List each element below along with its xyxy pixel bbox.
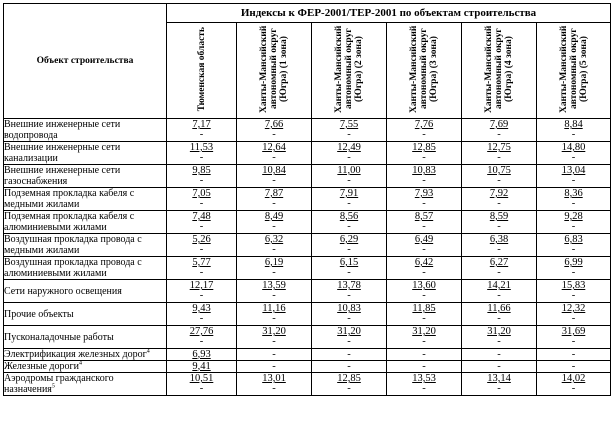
index-value-cell <box>462 211 537 234</box>
row-object-label: Подземная прокладка кабеля с медными жилами <box>4 188 135 210</box>
index-value-secondary: - <box>199 244 204 255</box>
column-header-label: Ханты-Мансийский автономный округ (Югра) (3 зона) <box>409 25 439 113</box>
row-object-name <box>4 257 167 280</box>
index-value-cell <box>312 303 387 326</box>
index-value-secondary: - <box>497 267 501 278</box>
index-value-cell <box>312 119 387 142</box>
index-value: 12,49 <box>337 142 361 153</box>
index-value-cell <box>237 142 312 165</box>
footnote-marker: 4 <box>78 360 82 367</box>
index-value-cell <box>167 211 237 234</box>
index-value: 8,36 <box>564 188 583 199</box>
index-value: - <box>272 348 276 360</box>
index-value-secondary: - <box>422 383 426 394</box>
index-value-cell <box>387 257 462 280</box>
column-header-label: Ханты-Мансийский автономный округ (Югра) (2 зона) <box>334 25 364 113</box>
index-value: 13,59 <box>262 280 286 291</box>
index-value: 5,77 <box>192 257 211 268</box>
index-value-secondary: - <box>571 221 576 232</box>
index-value-cell <box>387 326 462 349</box>
index-value-cell <box>167 303 237 326</box>
index-value: 7,55 <box>339 119 359 130</box>
index-value-secondary: - <box>199 336 204 347</box>
index-value: 6,32 <box>264 234 284 245</box>
index-value-secondary: - <box>272 221 276 232</box>
index-value-cell <box>167 280 237 303</box>
index-value-cell <box>237 373 312 396</box>
column-header-3 <box>312 23 387 119</box>
index-value: 6,38 <box>489 234 509 245</box>
index-value: 31,20 <box>487 326 511 337</box>
footnote-marker: 5 <box>51 383 55 390</box>
row-object-label: Внешние инженерные сети газоснабжения <box>4 165 121 187</box>
index-value-secondary: - <box>199 129 204 140</box>
index-value: 9,28 <box>564 211 583 222</box>
index-value-secondary: - <box>272 383 276 394</box>
index-value-secondary: - <box>199 152 204 163</box>
index-value: 13,78 <box>337 280 361 291</box>
row-object-label: Железные дороги <box>4 361 79 372</box>
index-value-secondary: - <box>422 267 426 278</box>
index-value-secondary: - <box>347 175 351 186</box>
index-value: 5,26 <box>192 234 211 245</box>
index-value-secondary: - <box>347 267 351 278</box>
index-value-secondary: - <box>422 290 426 301</box>
index-value: 8,59 <box>489 211 509 222</box>
table-row <box>4 361 611 373</box>
index-value-cell <box>537 280 611 303</box>
index-value-cell <box>167 142 237 165</box>
row-object-name <box>4 349 167 361</box>
index-value: - <box>422 360 426 372</box>
index-value: - <box>272 360 276 372</box>
row-object-name <box>4 188 167 211</box>
index-value: 11,66 <box>487 303 511 314</box>
row-object-label: Воздушная прокладка провода с медными жилами <box>4 234 142 256</box>
row-object-label: Внешние инженерные сети водопровода <box>4 119 121 141</box>
index-value: 6,29 <box>339 234 359 245</box>
index-value: 13,60 <box>412 280 436 291</box>
index-table <box>3 3 611 396</box>
index-value-secondary: - <box>422 336 426 347</box>
row-object-name <box>4 373 167 396</box>
table-row <box>4 119 611 142</box>
row-object-name <box>4 119 167 142</box>
index-value-cell <box>237 188 312 211</box>
index-value: 6,42 <box>414 257 434 268</box>
index-value-cell <box>387 361 462 373</box>
index-value-secondary: - <box>199 290 204 301</box>
index-value-cell <box>312 326 387 349</box>
index-value-cell <box>237 165 312 188</box>
column-header-6 <box>537 23 611 119</box>
index-value-cell <box>462 188 537 211</box>
index-value: 10,84 <box>262 165 286 176</box>
index-value: 6,83 <box>564 234 583 245</box>
index-value: - <box>347 360 351 372</box>
index-value-cell <box>387 373 462 396</box>
index-value: 31,20 <box>337 326 361 337</box>
index-value-cell <box>537 165 611 188</box>
index-value-secondary: - <box>199 267 204 278</box>
index-value-secondary: - <box>497 383 501 394</box>
row-object-name <box>4 361 167 373</box>
index-value-secondary: - <box>199 175 204 186</box>
index-value-cell <box>167 165 237 188</box>
index-value: 12,64 <box>262 142 286 153</box>
index-value: 9,41 <box>192 360 211 372</box>
index-value-secondary: - <box>571 175 576 186</box>
index-value-cell <box>462 142 537 165</box>
index-value-cell <box>167 188 237 211</box>
index-value: 13,53 <box>412 373 436 384</box>
index-value: - <box>497 348 501 360</box>
index-value-cell <box>237 280 312 303</box>
index-value: 12,17 <box>189 280 214 291</box>
index-value-secondary: - <box>272 244 276 255</box>
index-value-secondary: - <box>347 244 351 255</box>
index-value-secondary: - <box>497 313 501 324</box>
index-value-cell <box>462 361 537 373</box>
index-value: 13,01 <box>262 373 286 384</box>
index-value-secondary: - <box>422 175 426 186</box>
index-value: 10,83 <box>412 165 436 176</box>
index-value-secondary: - <box>571 152 576 163</box>
index-value: 9,43 <box>192 303 211 314</box>
index-value: 31,20 <box>412 326 436 337</box>
table-row <box>4 349 611 361</box>
index-value-cell <box>167 257 237 280</box>
index-value: 12,75 <box>487 142 511 153</box>
index-value-secondary: - <box>272 175 276 186</box>
index-value-secondary: - <box>571 383 576 394</box>
index-value: 8,56 <box>339 211 359 222</box>
index-value: 7,69 <box>489 119 509 130</box>
index-value: 6,27 <box>489 257 509 268</box>
index-value-cell <box>462 326 537 349</box>
index-value-cell <box>312 142 387 165</box>
index-value: 11,00 <box>337 165 361 176</box>
index-value-cell <box>462 303 537 326</box>
row-object-name <box>4 280 167 303</box>
index-value-secondary: - <box>272 313 276 324</box>
index-value-cell <box>237 349 312 361</box>
index-value: 6,49 <box>414 234 434 245</box>
index-value-cell <box>237 234 312 257</box>
index-value-secondary: - <box>272 336 276 347</box>
index-value: 7,87 <box>264 188 284 199</box>
index-value: 10,83 <box>337 303 361 314</box>
index-table-container <box>3 3 611 396</box>
index-value-cell <box>167 119 237 142</box>
index-value-secondary: - <box>422 244 426 255</box>
index-value-cell <box>537 119 611 142</box>
index-value: 27,76 <box>189 326 214 337</box>
index-value-secondary: - <box>199 313 204 324</box>
index-value-cell <box>387 142 462 165</box>
index-value: 14,21 <box>487 280 511 291</box>
index-value: 6,93 <box>192 348 211 360</box>
row-object-label: Сети наружного освещения <box>4 285 122 297</box>
index-value-cell <box>312 361 387 373</box>
row-object-name <box>4 165 167 188</box>
index-value-cell <box>462 373 537 396</box>
index-value-cell <box>387 211 462 234</box>
index-value-secondary: - <box>347 152 351 163</box>
index-value-secondary: - <box>422 221 426 232</box>
row-object-label: Подземная прокладка кабеля с алюминиевыми жилами <box>4 211 135 233</box>
table-row <box>4 165 611 188</box>
index-value-cell <box>312 373 387 396</box>
table-body <box>4 119 611 396</box>
table-row <box>4 303 611 326</box>
index-value-cell <box>237 119 312 142</box>
index-value: 7,66 <box>264 119 284 130</box>
index-value-cell <box>537 142 611 165</box>
index-value-secondary: - <box>571 336 576 347</box>
index-value: 7,76 <box>414 119 434 130</box>
table-row <box>4 211 611 234</box>
index-value-secondary: - <box>497 129 501 140</box>
index-value-secondary: - <box>497 336 501 347</box>
table-row <box>4 373 611 396</box>
index-value-cell <box>167 234 237 257</box>
index-value-secondary: - <box>571 129 576 140</box>
table-row <box>4 142 611 165</box>
index-value-cell <box>312 165 387 188</box>
index-value-secondary: - <box>422 313 426 324</box>
index-value-cell <box>237 257 312 280</box>
index-value-cell <box>537 349 611 361</box>
index-value-cell <box>462 280 537 303</box>
index-value: 10,51 <box>189 373 214 384</box>
index-value-secondary: - <box>497 152 501 163</box>
index-value: - <box>571 348 576 360</box>
index-value-cell <box>167 373 237 396</box>
table-row <box>4 188 611 211</box>
table-row <box>4 326 611 349</box>
index-value-secondary: - <box>497 244 501 255</box>
index-value-cell <box>167 361 237 373</box>
index-value-secondary: - <box>272 129 276 140</box>
index-value-secondary: - <box>347 129 351 140</box>
index-value-secondary: - <box>347 383 351 394</box>
index-value-cell <box>237 303 312 326</box>
row-object-label: Пусконаладочные работы <box>4 331 114 343</box>
index-value-secondary: - <box>422 129 426 140</box>
index-value: 7,48 <box>192 211 211 222</box>
index-value: 8,84 <box>564 119 583 130</box>
column-header-1 <box>167 23 237 119</box>
index-value-cell <box>462 234 537 257</box>
index-value: 7,92 <box>489 188 509 199</box>
index-value: 6,19 <box>264 257 284 268</box>
index-value: 13,14 <box>487 373 511 384</box>
index-value-cell <box>167 326 237 349</box>
index-value-secondary: - <box>571 290 576 301</box>
index-value-secondary: - <box>347 290 351 301</box>
index-value-cell <box>537 303 611 326</box>
index-value-cell <box>537 234 611 257</box>
index-value: 13,04 <box>561 165 586 176</box>
index-value-cell <box>537 188 611 211</box>
index-value-cell <box>537 257 611 280</box>
table-row <box>4 257 611 280</box>
object-column-header: Объект строительства <box>4 4 167 119</box>
index-value-secondary: - <box>497 221 501 232</box>
index-value: 7,05 <box>192 188 211 199</box>
index-value-cell <box>312 188 387 211</box>
index-value-secondary: - <box>199 383 204 394</box>
index-value-cell <box>237 326 312 349</box>
index-value: 14,80 <box>561 142 586 153</box>
index-value-cell <box>387 119 462 142</box>
index-value: 12,85 <box>337 373 361 384</box>
column-header-label: Ханты-Мансийский автономный округ (Югра) (5 зона) <box>558 25 589 113</box>
index-value-cell <box>387 303 462 326</box>
index-value: 8,57 <box>414 211 434 222</box>
index-value-secondary: - <box>199 198 204 209</box>
column-header-label: Ханты-Мансийский автономный округ (Югра) (1 зона) <box>259 25 289 113</box>
index-value-cell <box>537 361 611 373</box>
index-value: 12,85 <box>412 142 436 153</box>
index-value-secondary: - <box>422 198 426 209</box>
index-value: 11,16 <box>262 303 286 314</box>
row-object-name <box>4 211 167 234</box>
index-value: 31,20 <box>262 326 286 337</box>
index-value-cell <box>537 373 611 396</box>
index-value: - <box>571 360 576 372</box>
row-object-name <box>4 303 167 326</box>
index-value: 11,85 <box>412 303 436 314</box>
index-value: 14,02 <box>561 373 586 384</box>
table-row <box>4 234 611 257</box>
index-value: 6,15 <box>339 257 359 268</box>
index-value-cell <box>312 234 387 257</box>
index-value-secondary: - <box>571 198 576 209</box>
column-header-4 <box>387 23 462 119</box>
index-value-secondary: - <box>272 267 276 278</box>
index-value: 31,69 <box>561 326 586 337</box>
column-header-2 <box>237 23 312 119</box>
index-value: 10,75 <box>487 165 511 176</box>
index-value: 7,93 <box>414 188 434 199</box>
index-value-cell <box>312 257 387 280</box>
index-value-secondary: - <box>497 290 501 301</box>
index-value-cell <box>237 361 312 373</box>
index-value: 6,99 <box>564 257 583 268</box>
row-object-name <box>4 326 167 349</box>
column-header-label: Ханты-Мансийский автономный округ (Югра) (4 зона) <box>484 25 514 113</box>
index-value-secondary: - <box>272 152 276 163</box>
index-value-secondary: - <box>272 290 276 301</box>
index-value-secondary: - <box>347 313 351 324</box>
index-value: 11,53 <box>189 142 214 153</box>
index-value: 8,49 <box>264 211 284 222</box>
index-value-cell <box>387 165 462 188</box>
row-object-name <box>4 142 167 165</box>
index-value-secondary: - <box>347 198 351 209</box>
index-value-cell <box>462 349 537 361</box>
row-object-label: Прочие объекты <box>4 308 74 320</box>
index-value-secondary: - <box>272 198 276 209</box>
row-object-name <box>4 234 167 257</box>
index-value: - <box>422 348 426 360</box>
index-value-cell <box>462 119 537 142</box>
index-value-secondary: - <box>347 221 351 232</box>
row-object-label: Воздушная прокладка провода с алюминиевыми жилами <box>4 257 142 279</box>
column-header-label: Тюменская область <box>196 26 207 112</box>
index-value: 12,32 <box>561 303 586 314</box>
index-value-cell <box>312 211 387 234</box>
index-value-cell <box>312 349 387 361</box>
row-object-label: Внешние инженерные сети канализации <box>4 142 121 164</box>
index-value: 15,83 <box>561 280 586 291</box>
index-value-secondary: - <box>571 244 576 255</box>
index-value-cell <box>167 349 237 361</box>
row-object-label: Электрификация железных дорог <box>4 349 147 360</box>
index-value-cell <box>537 211 611 234</box>
index-value-secondary: - <box>497 175 501 186</box>
index-value-secondary: - <box>422 152 426 163</box>
index-value-secondary: - <box>571 267 576 278</box>
index-value-cell <box>387 349 462 361</box>
index-value-secondary: - <box>347 336 351 347</box>
index-value-cell <box>537 326 611 349</box>
index-value-secondary: - <box>199 221 204 232</box>
index-value-cell <box>462 257 537 280</box>
index-value-cell <box>387 234 462 257</box>
index-value-cell <box>387 188 462 211</box>
index-value-cell <box>237 211 312 234</box>
index-value: - <box>347 348 351 360</box>
table-row <box>4 280 611 303</box>
index-value-cell <box>312 280 387 303</box>
index-value-secondary: - <box>497 198 501 209</box>
index-value: 7,91 <box>339 188 359 199</box>
column-header-5 <box>462 23 537 119</box>
footnote-marker: 4 <box>146 348 150 355</box>
row-object-label: Аэродромы гражданского назначения <box>4 373 114 395</box>
index-value: 9,85 <box>192 165 211 176</box>
index-value: - <box>497 360 501 372</box>
indices-group-header: Индексы к ФЕР-2001/ТЕР-2001 по объектам строительства <box>167 4 611 23</box>
index-value-cell <box>387 280 462 303</box>
index-value: 7,17 <box>192 119 211 130</box>
index-value-secondary: - <box>571 313 576 324</box>
index-value-cell <box>462 165 537 188</box>
